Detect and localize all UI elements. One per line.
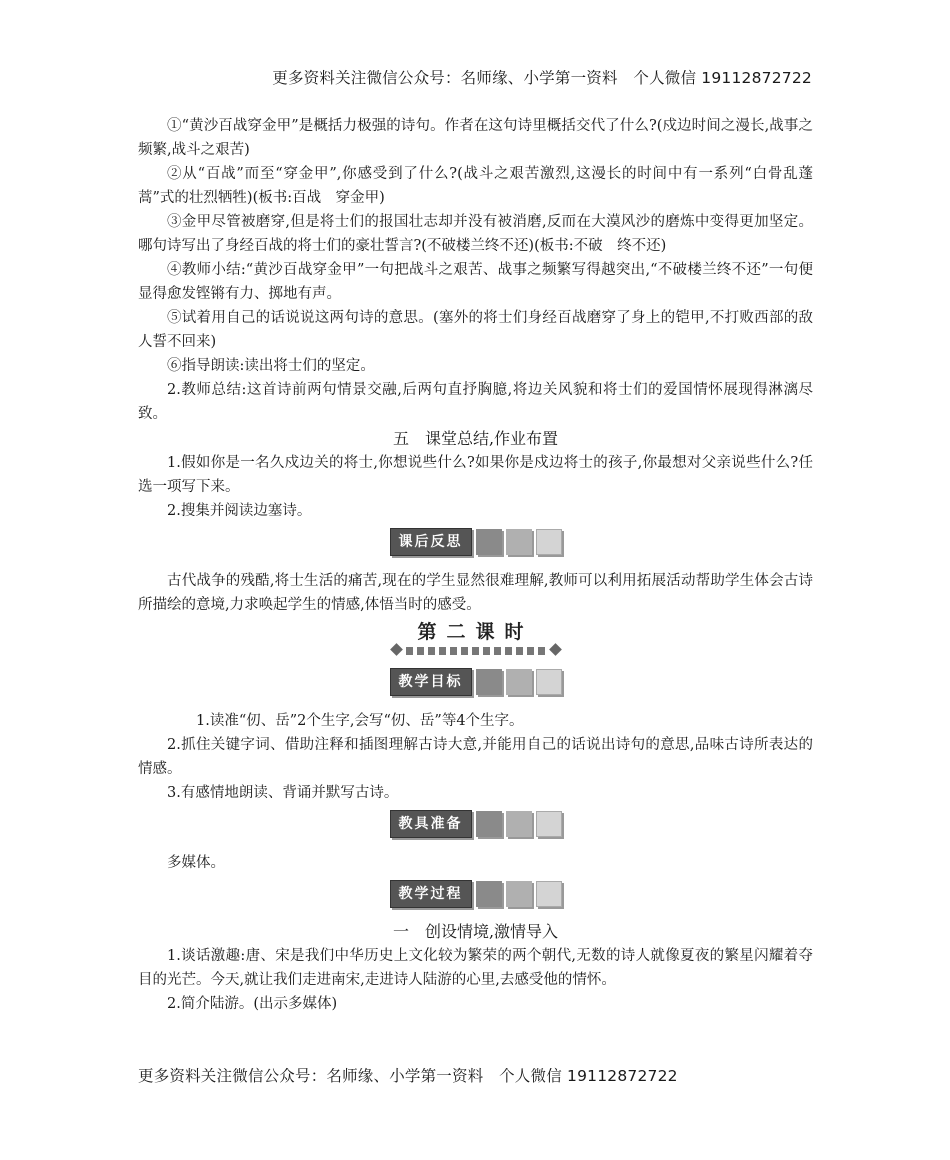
lesson-title-text: 第二课时 <box>417 621 534 643</box>
banner-square-icon <box>506 529 532 555</box>
paragraph: ③金甲尽管被磨穿,但是将士们的报国壮志却并没有被消磨,反而在大漠风沙的磨炼中变得更加坚定。哪句诗写出了身经百战的将士们的豪壮誓言?(不破楼兰终不还)(板书:不破 终不还) <box>138 214 813 254</box>
banner-square-icon <box>506 881 532 907</box>
paragraph: ①“黄沙百战穿金甲”是概括力极强的诗句。作者在这句诗里概括交代了什么?(戍边时间之漫长,战事之频繁,战斗之艰苦) <box>138 118 813 158</box>
paragraph: 2.教师总结:这首诗前两句情景交融,后两句直抒胸臆,将边关风貌和将士们的爱国情怀展现得淋漓尽致。 <box>138 382 813 422</box>
banner-square-icon <box>476 529 502 555</box>
banner-square-icon <box>536 529 562 555</box>
paragraph: 3.有感情地朗读、背诵并默写古诗。 <box>167 785 399 801</box>
paragraph: 2.抓住关键字词、借助注释和插图理解古诗大意,并能用自己的话说出诗句的意思,品味古诗所表达的情感。 <box>138 737 813 777</box>
banner-square-icon <box>476 881 502 907</box>
content-body <box>138 114 813 1016</box>
banner-square-icon <box>536 881 562 907</box>
banner-square-icon <box>476 669 502 695</box>
page-footer: 更多资料关注微信公众号：名师缘、小学第一资料 个人微信 19112872722 <box>138 1067 678 1085</box>
paragraph: 2.简介陆游。(出示多媒体) <box>167 996 338 1012</box>
banner-label: 教学过程 <box>390 880 472 908</box>
lesson-title <box>138 619 813 663</box>
section-heading: 一 创设情境,激情导入 <box>392 922 559 941</box>
banner-label: 教学目标 <box>390 668 472 696</box>
paragraph: ④教师小结:“黄沙百战穿金甲”一句把战斗之艰苦、战事之频繁写得越突出,“不破楼兰终不还”一句便显得愈发铿锵有力、掷地有声。 <box>138 262 813 302</box>
banner-label: 教具准备 <box>390 810 472 838</box>
paragraph: 1.读准“仞、岳”2个生字,会写“仞、岳”等4个生字。 <box>196 713 524 729</box>
section-banner-tools <box>138 809 813 839</box>
paragraph: ⑥指导朗读:读出将士们的坚定。 <box>167 358 375 374</box>
paragraph: 古代战争的残酷,将士生活的痛苦,现在的学生显然很难理解,教师可以利用拓展活动帮助学生体会古诗所描绘的意境,力求唤起学生的情感,体悟当时的感受。 <box>138 573 813 613</box>
banner-label: 课后反思 <box>390 528 472 556</box>
paragraph: 1.假如你是一名久戍边关的将士,你想说些什么?如果你是戍边将士的孩子,你最想对父亲说些什么?任选一项写下来。 <box>138 455 813 495</box>
paragraph: 2.搜集并阅读边塞诗。 <box>167 503 312 519</box>
paragraph: ②从“百战”而至“穿金甲”,你感受到了什么?(战斗之艰苦激烈,这漫长的时间中有一系列“白骨乱蓬蒿”式的壮烈牺牲)(板书:百战 穿金甲) <box>138 166 813 206</box>
section-banner-reflection <box>138 527 813 557</box>
paragraph: ⑤试着用自己的话说说这两句诗的意思。(塞外的将士们身经百战磨穿了身上的铠甲,不打败西部的敌人誓不回来) <box>138 310 813 350</box>
paragraph: 1.谈话激趣:唐、宋是我们中华历史上文化较为繁荣的两个朝代,无数的诗人就像夏夜的繁星闪耀着夺目的光芒。今天,就让我们走进南宋,走进诗人陆游的心里,去感受他的情怀。 <box>138 948 813 988</box>
banner-square-icon <box>506 669 532 695</box>
banner-square-icon <box>506 811 532 837</box>
banner-square-icon <box>476 811 502 837</box>
paragraph: 多媒体。 <box>167 855 225 871</box>
section-banner-goals <box>138 667 813 697</box>
banner-square-icon <box>536 669 562 695</box>
page-header: 更多资料关注微信公众号：名师缘、小学第一资料 个人微信 19112872722 <box>272 69 812 87</box>
section-heading: 五 课堂总结,作业布置 <box>392 429 559 448</box>
banner-square-icon <box>536 811 562 837</box>
section-banner-process <box>138 879 813 909</box>
dotted-divider-icon <box>406 647 546 655</box>
